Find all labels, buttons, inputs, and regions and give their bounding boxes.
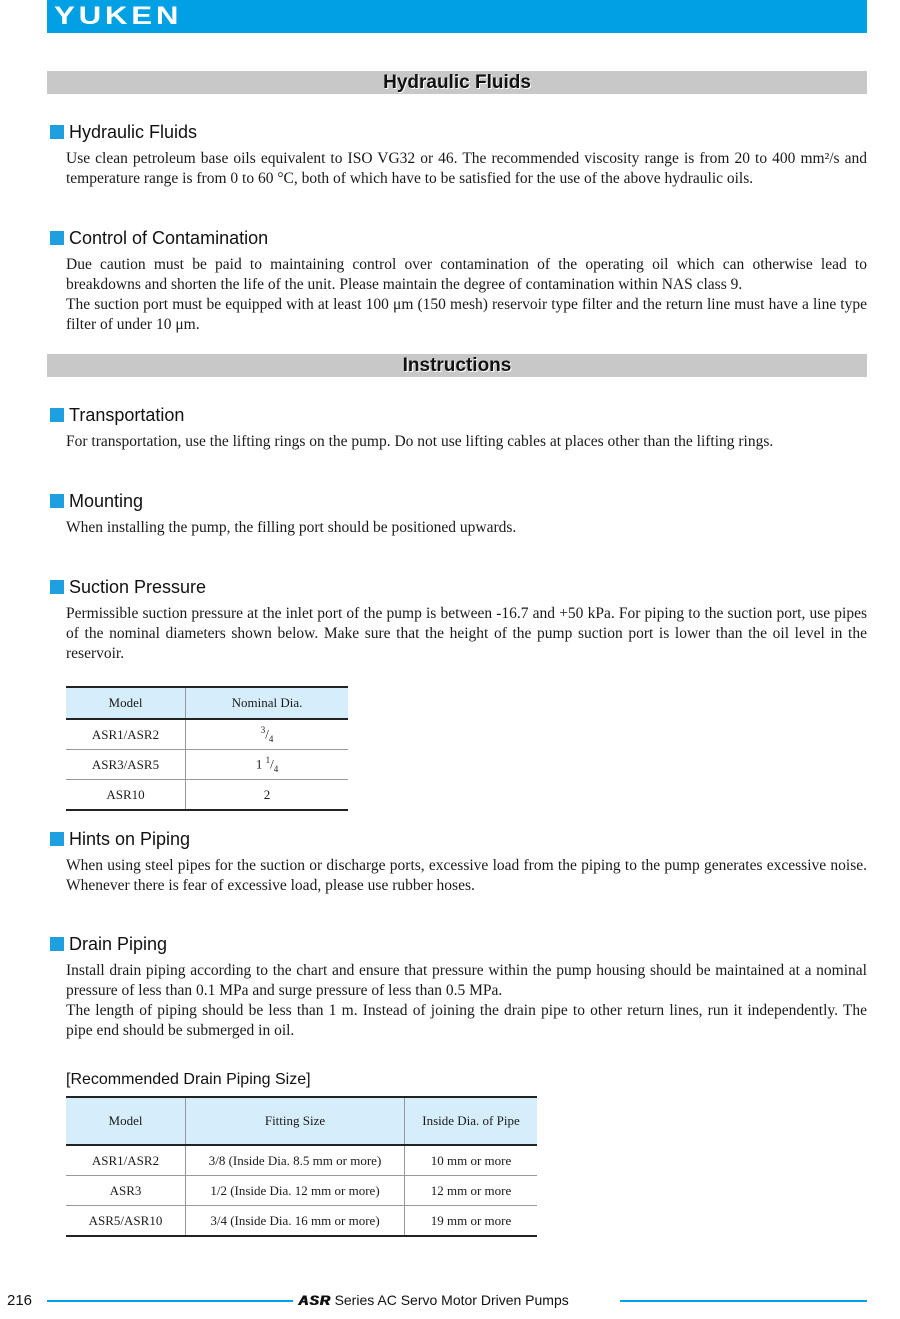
subheading-drain-piping: Drain Piping — [50, 933, 167, 955]
table-row: ASR3/ASR5 1 $^1/_4$ — [66, 750, 348, 780]
drain-table-caption: [Recommended Drain Piping Size] — [66, 1071, 311, 1088]
paragraph-mounting: When installing the pump, the filling port should be positioned upwards. — [66, 519, 517, 536]
nominal-dia-cell: 1 $^1/_4$ — [186, 750, 349, 780]
subheading-transportation: Transportation — [50, 404, 184, 426]
table-header-row — [66, 1097, 537, 1145]
square-bullet-icon — [50, 494, 64, 508]
section-title-hydraulic-fluids: Hydraulic Fluids — [47, 71, 867, 94]
paragraph-transportation: For transportation, use the lifting rings on the pump. Do not use lifting cables at places other than the lifting rings. — [66, 433, 774, 450]
table-row: ASR5/ASR10 3/4 (Inside Dia. 16 mm or more) 19 mm or more — [66, 1206, 537, 1237]
column-header-inside-dia: Inside Dia. of Pipe — [405, 1097, 538, 1145]
column-header-nominal-dia: Nominal Dia. — [186, 687, 349, 719]
footer-divider-right — [620, 1300, 867, 1302]
square-bullet-icon — [50, 832, 64, 846]
subheading-suction-pressure: Suction Pressure — [50, 576, 206, 598]
square-bullet-icon — [50, 125, 64, 139]
paragraph-suction-pressure: Permissible suction pressure at the inlet port of the pump is between -16.7 and +50 kPa. For piping to the suction port, use pipes of the nominal diameters shown below. Make sure that the height of the pump suction port is lower than the oil level in the reservoir. — [66, 605, 867, 662]
nominal-dia-cell: 2 — [186, 780, 349, 811]
paragraph-drain-piping: Install drain piping according to the chart and ensure that pressure within the pump housing should be maintained at a nominal pressure of less than 0.1 MPa and surge pressure of less than 0.5 MPa. The length of piping should be less than 1 m. Instead of joining the drain pipe to other return lines, run it independently. The pipe end should be submerged in oil. — [66, 962, 867, 1039]
column-header-fitting-size: Fitting Size — [186, 1097, 405, 1145]
paragraph-hints-on-piping: When using steel pipes for the suction or discharge ports, excessive load from the piping to the pump generates excessive noise. Whenever there is fear of excessive load, please use rubber hoses. — [66, 857, 867, 894]
table-row: ASR1/ASR2 3/8 (Inside Dia. 8.5 mm or more) 10 mm or more — [66, 1145, 537, 1176]
column-header-model: Model — [66, 687, 186, 719]
column-header-model: Model — [66, 1097, 186, 1145]
nominal-dia-cell: $^3/_4$ — [186, 719, 349, 750]
subheading-hydraulic-fluids: Hydraulic Fluids — [50, 121, 197, 143]
yuken-logo: YUKEN — [54, 2, 183, 30]
table-header-row — [66, 687, 348, 719]
subheading-hints-on-piping: Hints on Piping — [50, 828, 190, 850]
footer-series-title: ASR Series AC Servo Motor Driven Pumps — [298, 1292, 569, 1308]
footer-divider-left — [47, 1300, 293, 1302]
paragraph-hydraulic-fluids: Use clean petroleum base oils equivalent to ISO VG32 or 46. The recommended viscosity range is from 20 to 400 mm²/s and temperature range is from 0 to 60 °C, both of which have to be satisfied for the use of the above hydraulic oils. — [66, 150, 867, 187]
page-number: 216 — [7, 1292, 33, 1309]
paragraph-contamination: Due caution must be paid to maintaining control over contamination of the operating oil which can otherwise lead to breakdowns and shorten the life of the unit. Please maintain the degree of contamination within NAS class 9. The suction port must be equipped with at least 100 μm (150 mesh) reservoir type filter and the return line must have a line type filter of under 10 μm. — [66, 256, 867, 333]
square-bullet-icon — [50, 937, 64, 951]
table-row: ASR1/ASR2 $^3/_4$ — [66, 719, 348, 750]
subheading-mounting: Mounting — [50, 490, 143, 512]
subheading-contamination: Control of Contamination — [50, 227, 268, 249]
drain-piping-table — [66, 1096, 537, 1237]
square-bullet-icon — [50, 231, 64, 245]
header-bar — [47, 0, 867, 33]
square-bullet-icon — [50, 408, 64, 422]
asr-series-logo: ASR — [298, 1292, 331, 1308]
table-row: ASR3 1/2 (Inside Dia. 12 mm or more) 12 mm or more — [66, 1176, 537, 1206]
table-row: ASR10 2 — [66, 780, 348, 811]
section-title-instructions: Instructions — [47, 354, 867, 377]
square-bullet-icon — [50, 580, 64, 594]
nominal-dia-table — [66, 686, 348, 811]
